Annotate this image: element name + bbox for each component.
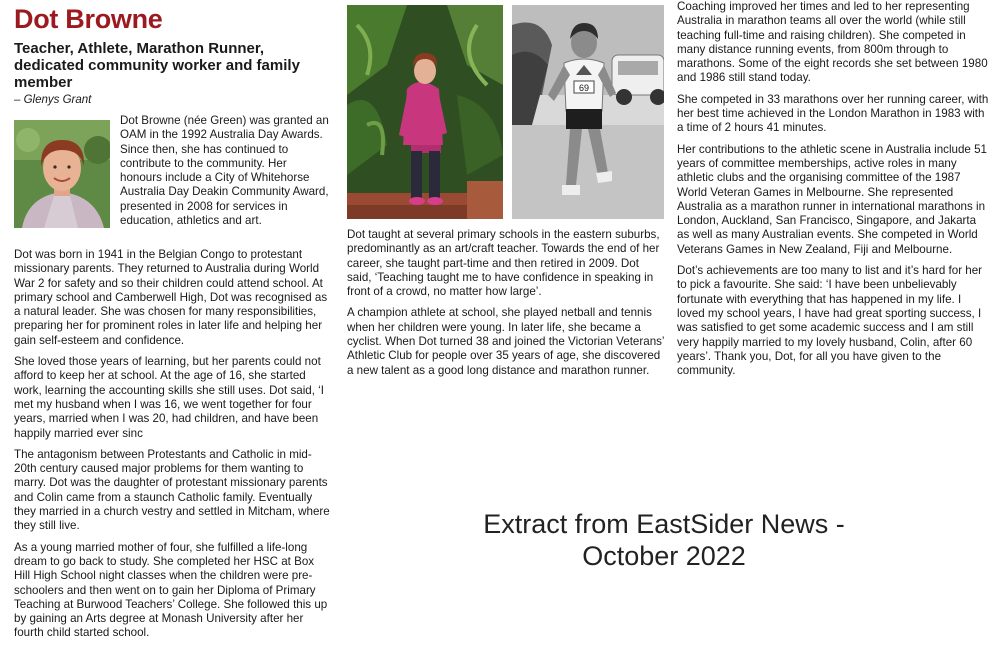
article-subtitle: Teacher, Athlete, Marathon Runner, dedicated community worker and family member <box>14 40 300 91</box>
body-paragraph: She competed in 33 marathons over her running career, with her best time achieved in the London Marathon in 1983 with a time of 2 hours 41 minutes. <box>677 92 989 135</box>
article-byline: – Glenys Grant <box>14 94 92 106</box>
body-paragraph: Coaching improved her times and led to her representing Australia in marathon teams all over the world (while still teaching full-time and raising children). She competed in many distance running events, from 800m through to marathons. Some of the eight records she set between 1980 and 1986 still stand today. <box>677 0 988 85</box>
body-paragraph: As a young married mother of four, she fulfilled a life-long dream to go back to study. She completed her HSC at Box Hill High School night classes when the children were pre-schoolers and then went on to gain her Diploma of Primary Teaching at Burwood Teachers’ College. She followed this up by gaining an Arts degree at Monash University after her fourth child started school. <box>14 540 328 640</box>
body-paragraph: Dot taught at several primary schools in the eastern suburbs, predominantly as an art/craft teacher. Towards the end of her career, she taught part-time and then retired in 2009. Dot said, ‘Teaching taught me to have confidence in speaking in front of a crowd, no matter how large’. <box>347 228 660 299</box>
article-column-1 <box>14 0 330 648</box>
portrait-photo <box>14 120 110 228</box>
race-bib-number: 69 <box>578 83 590 93</box>
article-column-2 <box>347 228 665 385</box>
body-paragraph: Dot was born in 1941 in the Belgian Congo to protestant missionary parents. They returned to Australia during World War 2 for safety and so their children could attend school. At primary school and Camberwell High, Dot was recognised as a natural leader. She was chosen for many responsibilities, preparing her for prominent roles in later life and helping her gain self-esteem and confidence. <box>14 248 328 347</box>
source-caption-line-2: October 2022 <box>582 541 746 571</box>
intro-block <box>14 114 330 242</box>
intro-paragraph: Dot Browne (née Green) was granted an OAM in the 1992 Australia Day Awards. Since then, she has continued to contribute to the community. Her honours include a City of Whitehorse Australia Day Deakin Community Award, presented in 2008 for services in education, athletics and art. <box>120 114 329 228</box>
body-paragraph: Her contributions to the athletic scene in Australia include 51 years of committee memberships, active roles in many athletic clubs and the organising committee of the 1987 World Veteran Games in Melbourne. She represented Australia as a marathon runner in international marathons in London, Auckland, San Francisco, Singapore, and Jakarta as well as many Australian events. She competed in World Veterans Games in New Zealand, Fiji and Melbourne. <box>677 142 987 256</box>
body-paragraph: She loved those years of learning, but her parents could not afford to keep her at school. At the age of 16, she started work, learning the accounting skills she still uses. Dot said, ‘I met my husband when I was 16, we went together for four years, married when I was 20, had children, and have been happily married ever sinc <box>14 355 324 440</box>
article-column-3 <box>677 0 989 385</box>
article-title: Dot Browne <box>14 4 163 34</box>
runner-photo <box>512 5 664 219</box>
body-paragraph: Dot’s achievements are too many to list and it’s hard for her to pick a favourite. She said: ‘I have been unbelievably fortunate with everything that has happened in my life. I loved my school years, I have had great sporting success, I was satisfied to get some academic success and I am still very happily married to my lovely husband, Colin, after 60 years’. Thank you, Dot, for all you have given to the community. <box>677 264 983 378</box>
body-paragraph: A champion athlete at school, she played netball and tennis when her children were young. In later life, she became a cyclist. When Dot turned 38 and joined the Victorian Veterans’ Athletic Club for people over 35 years of age, she discovered a new talent as a good long distance and marathon runner. <box>347 306 665 377</box>
body-paragraph: The antagonism between Protestants and Catholic in mid-20th century caused major problems for them wanting to marry. Dot was the daughter of protestant missionary parents and Colin came from a staunch Catholic family. Eventually they married in a church vestry and settled in Mitcham, where they still live. <box>14 447 330 533</box>
garden-photo <box>347 5 503 219</box>
source-caption-line-1: Extract from EastSider News - <box>483 509 845 539</box>
source-caption <box>404 508 924 572</box>
